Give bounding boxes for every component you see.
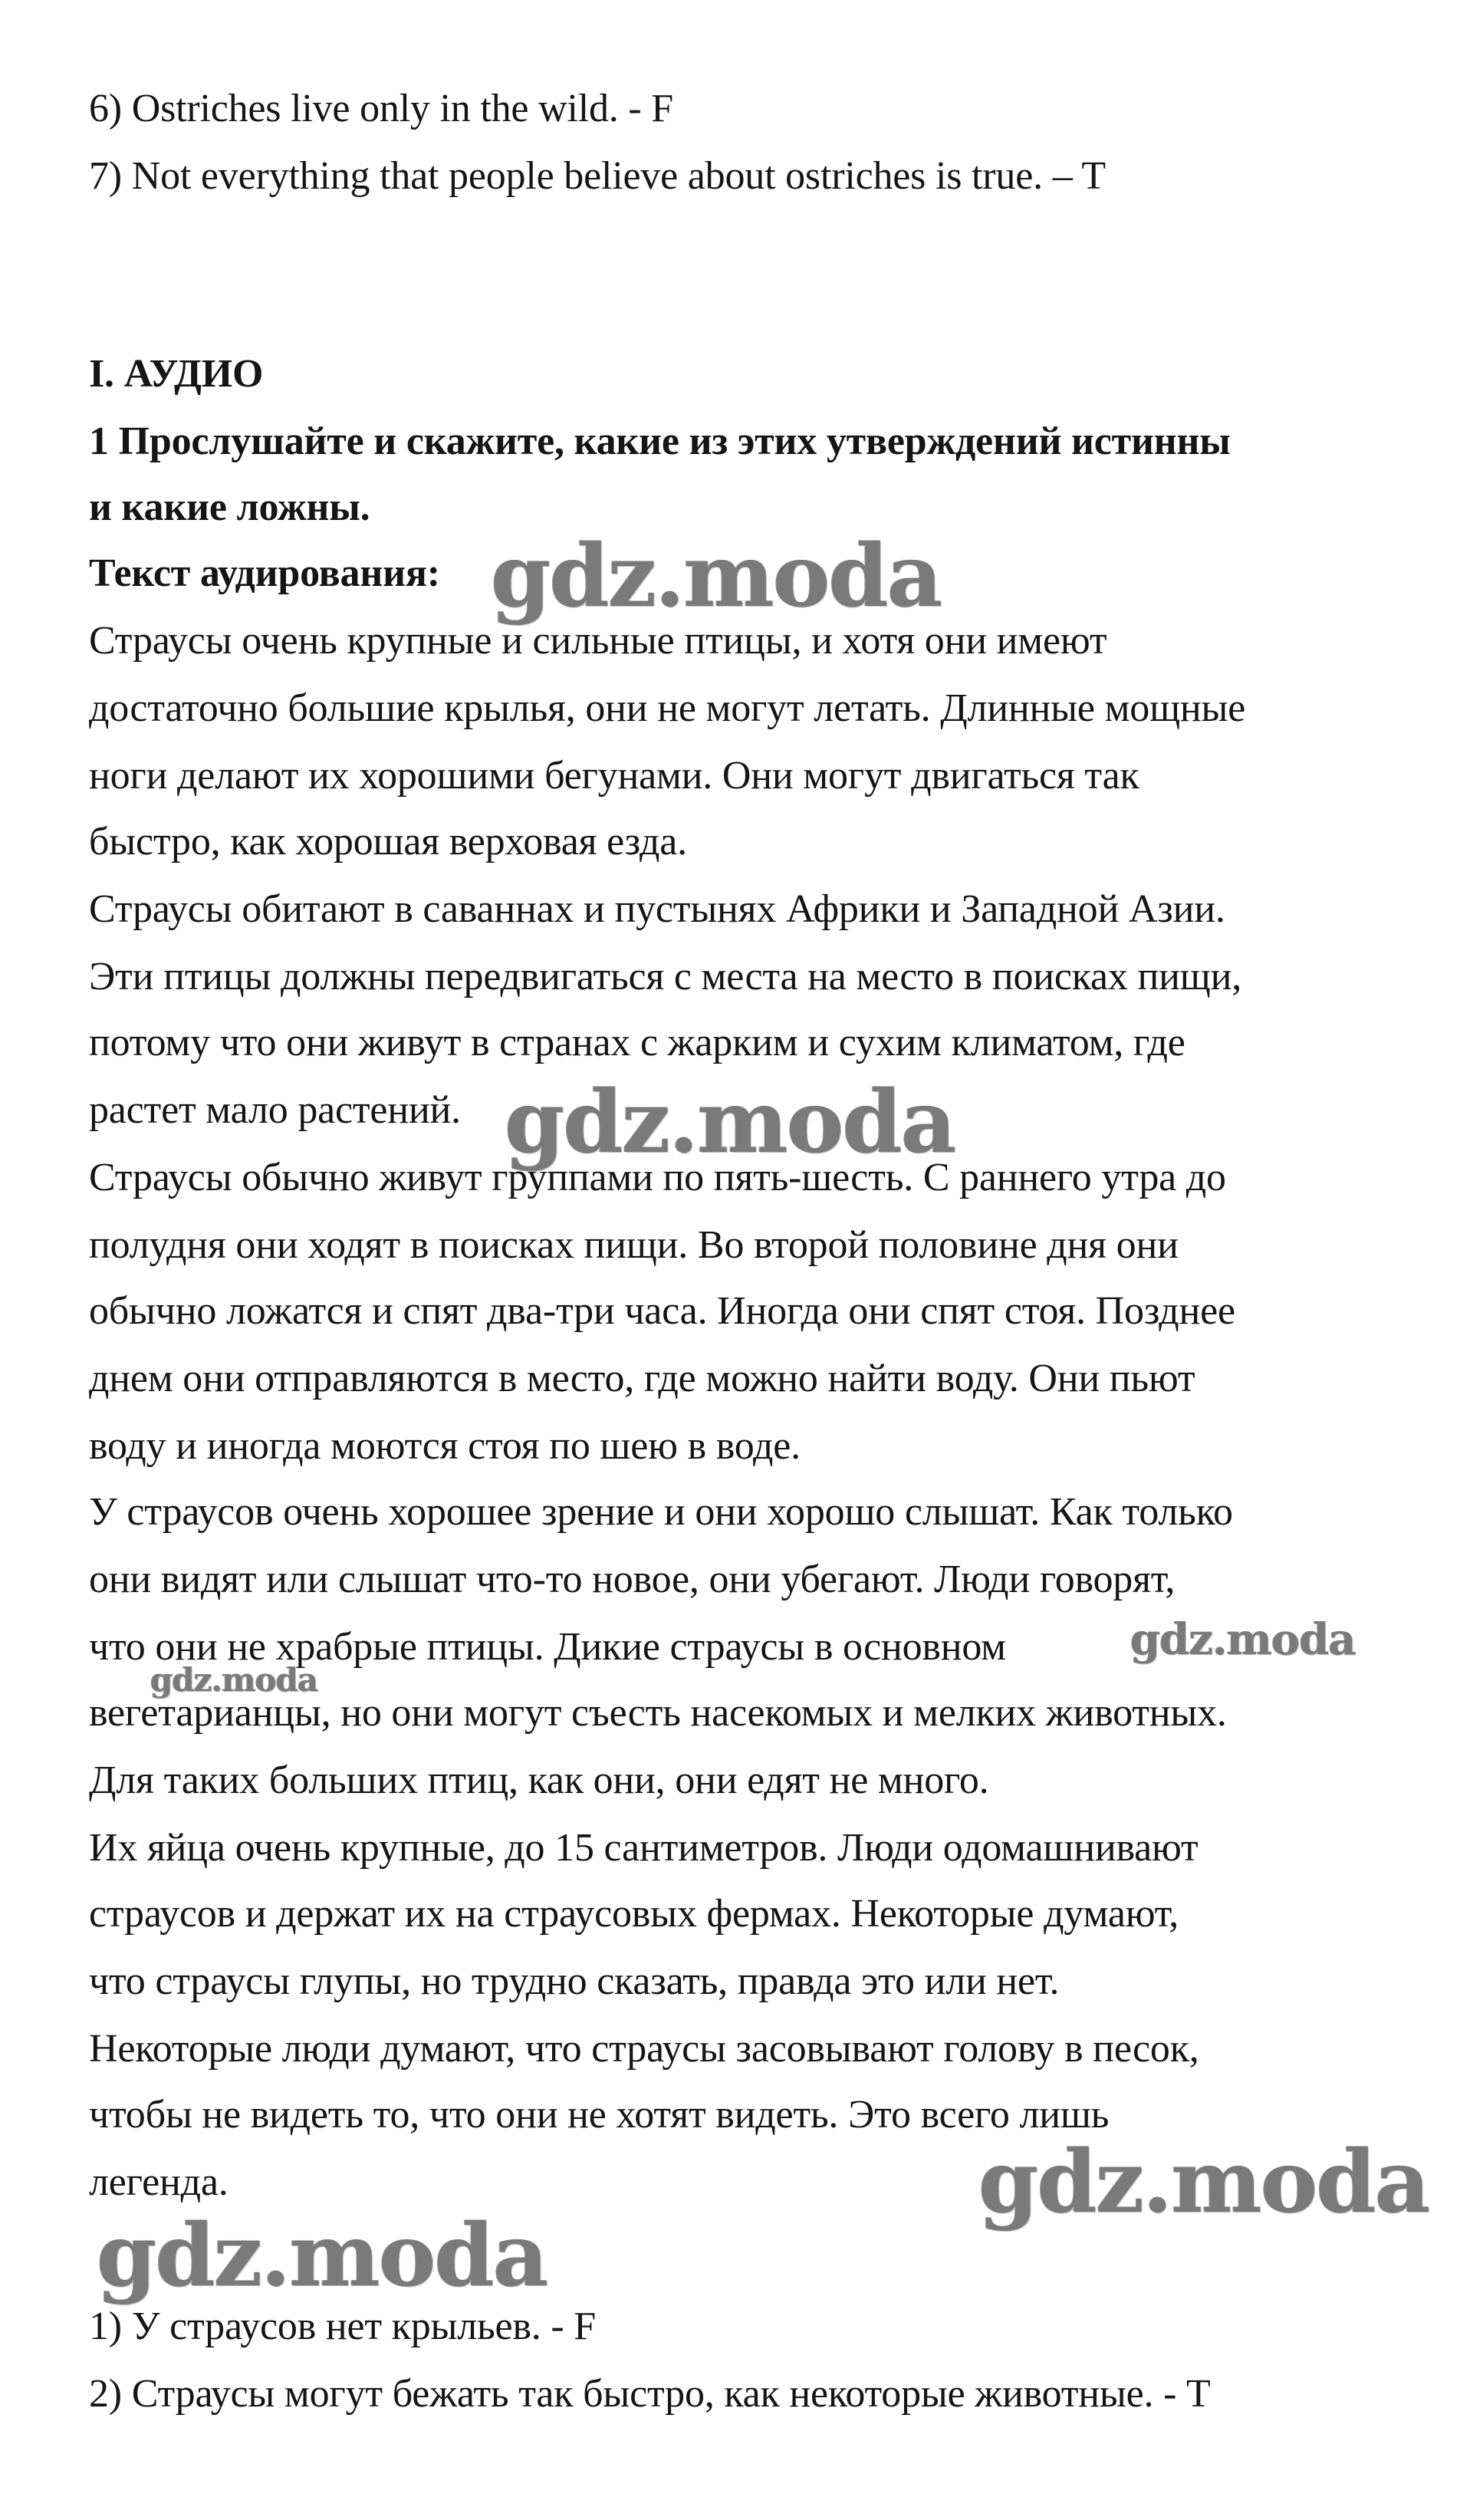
statement-6: 6) Ostriches live only in the wild. - F [89,87,673,130]
paragraph-line: Для таких больших птиц, как они, они едят не много. [89,1758,989,1802]
listening-text-label: Текст аудирования: [89,551,440,595]
task-title-line-1: 1 Прослушайте и скажите, какие из этих утверждений истинны [89,419,1231,463]
section-heading: I. АУДИО [89,352,264,396]
paragraph-line: Страусы очень крупные и сильные птицы, и хотя они имеют [89,619,1107,663]
paragraph-line: они видят или слышат что-то новое, они убегают. Люди говорят, [89,1558,1176,1601]
paragraph-line: что они не храбрые птицы. Дикие страусы в основном [89,1625,1006,1669]
paragraph-line: потому что они живут в странах с жарким и сухим климатом, где [89,1021,1185,1064]
paragraph-line: достаточно большие крылья, они не могут летать. Длинные мощные [89,686,1246,730]
paragraph-line: У страусов очень хорошее зрение и они хорошо слышат. Как только [89,1490,1233,1534]
paragraph-line: быстро, как хорошая верховая езда. [89,820,687,864]
answer-2: 2) Страусы могут бежать так быстро, как некоторые животные. - T [89,2372,1211,2416]
paragraph-line: страусов и держат их на страусовых фермах. Некоторые думают, [89,1892,1179,1936]
task-title-line-2: и какие ложны. [89,485,370,529]
paragraph-line: растет мало растений. [89,1088,461,1132]
watermark-logo: gdz.moda [97,2206,547,2306]
paragraph-line: Эти птицы должны передвигаться с места на место в поисках пищи, [89,955,1242,998]
watermark-logo: gdz.moda [150,1661,318,1699]
paragraph-line: Некоторые люди думают, что страусы засовывают голову в песок, [89,2027,1199,2071]
statement-7: 7) Not everything that people believe about ostriches is true. – T [89,154,1106,198]
paragraph-line: чтобы не видеть то, что они не хотят видеть. Это всего лишь [89,2093,1110,2137]
paragraph-line: что страусы глупы, но трудно сказать, правда это или нет. [89,1959,1060,2003]
paragraph-line: полудня они ходят в поисках пищи. Во второй половине дня они [89,1223,1179,1267]
watermark-logo: gdz.moda [505,1072,955,1173]
paragraph-line: легенда. [89,2160,229,2204]
paragraph-line: воду и иногда моются стоя по шею в воде. [89,1424,801,1468]
watermark-logo: gdz.moda [978,2132,1429,2232]
paragraph-line: Страусы обычно живут группами по пять-шесть. С раннего утра до [89,1156,1226,1199]
paragraph-line: Страусы обитают в саваннах и пустынях Африки и Западной Азии. [89,887,1225,931]
paragraph-line: обычно ложатся и спят два-три часа. Иногда они спят стоя. Позднее [89,1289,1235,1333]
answer-1: 1) У страусов нет крыльев. - F [89,2305,597,2348]
paragraph-line: Их яйца очень крупные, до 15 сантиметров. Люди одомашнивают [89,1826,1199,1870]
paragraph-line: ноги делают их хорошими бегунами. Они могут двигаться так [89,754,1139,798]
watermark-logo: gdz.moda [1130,1614,1356,1665]
paragraph-line: вегетарианцы, но они могут съесть насекомых и мелких животных. [89,1691,1227,1735]
watermark-logo: gdz.moda [491,526,942,627]
paragraph-line: днем они отправляются в место, где можно найти воду. Они пьют [89,1357,1195,1400]
